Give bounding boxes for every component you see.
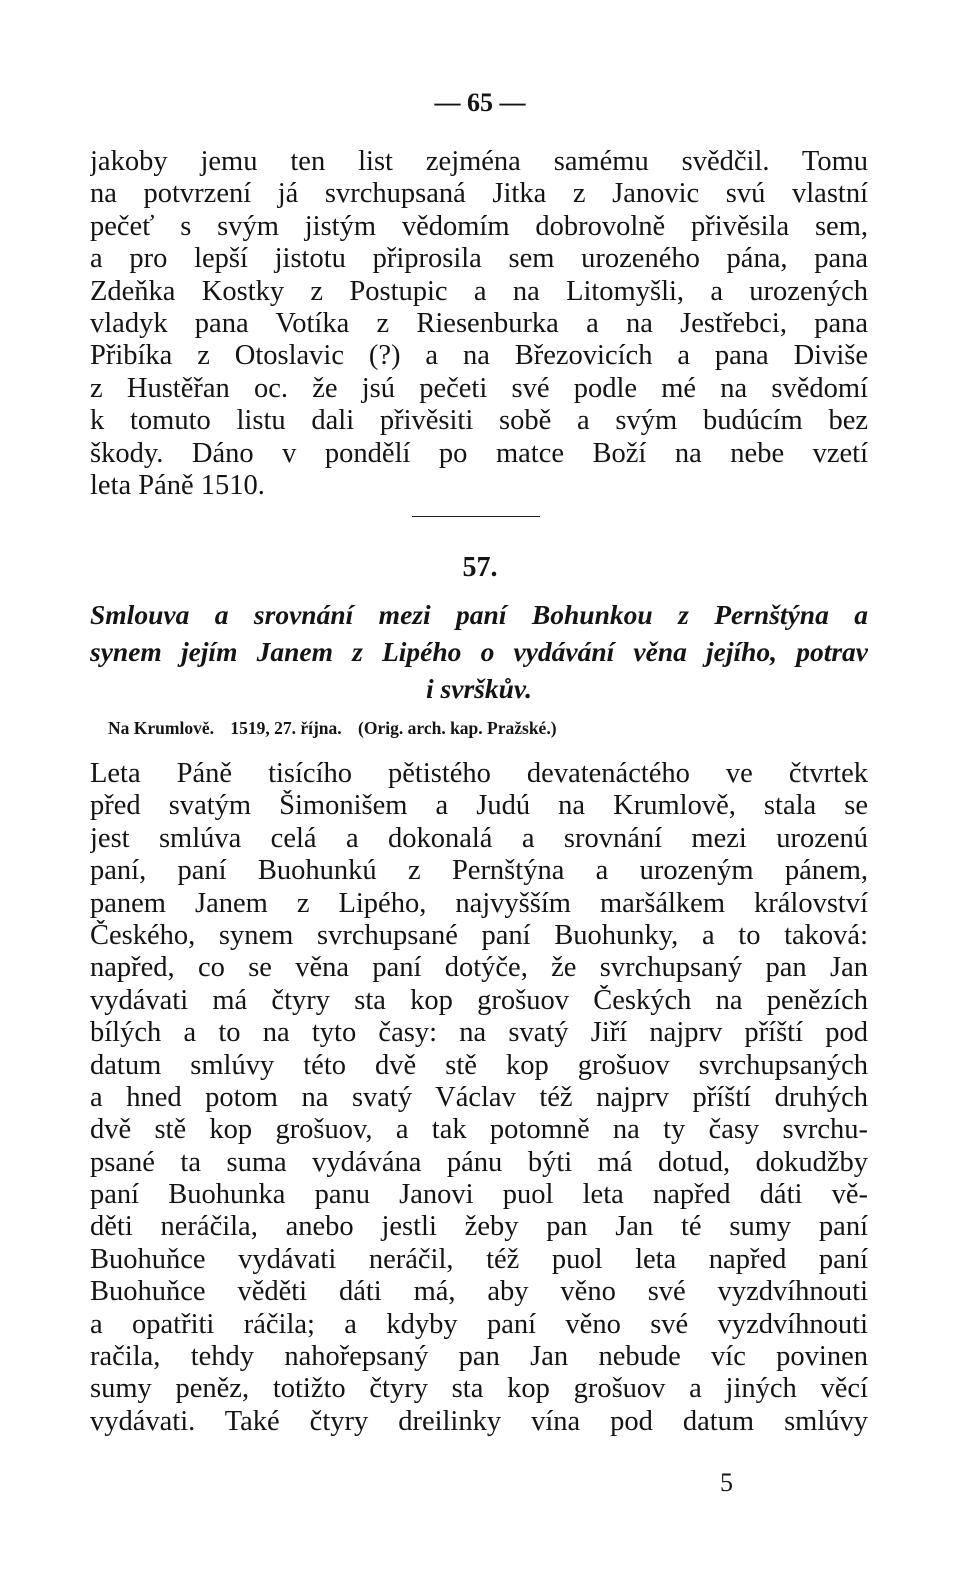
text-line: Buohuňce věděti dáti má, aby věno své vyzdvíhnouti xyxy=(90,1276,868,1308)
text-line: a pro lepší jistotu připrosila sem urozeného pána, pana xyxy=(90,243,868,275)
text-line: dvě stě kop grošuov, a tak potomně na ty časy svrchu- xyxy=(90,1114,868,1146)
text-line: leta Páně 1510. xyxy=(90,469,265,501)
text-line: z Hustěřan oc. že jsú pečeti své podle mé na svědomí xyxy=(90,372,868,404)
text-line: vydávati má čtyry sta kop grošuov Českých na penězích xyxy=(90,984,868,1016)
text-line: datum smlúvy této dvě stě kop grošuov svrchupsaných xyxy=(90,1049,868,1081)
text-line: sumy peněz, totižto čtyry sta kop grošuov a jiných věcí xyxy=(90,1373,868,1405)
text-line: Buohuňce vydávati neráčil, též puol leta napřed paní xyxy=(90,1243,868,1275)
text-line: Zdeňka Kostky z Postupic a na Litomyšli, a urozených xyxy=(90,275,868,307)
text-line: napřed, co se věna paní dotýče, že svrchupsaný pan Jan xyxy=(90,952,868,984)
section-divider xyxy=(412,516,540,517)
text-line: vydávati. Také čtyry dreilinky vína pod datum smlúvy xyxy=(90,1405,868,1437)
text-line: paní, paní Buohunkú z Pernštýna a urozeným pánem, xyxy=(90,855,868,887)
title-line: synem jejím Janem z Lipého o vydávání věna jejího, potrav xyxy=(90,636,868,667)
text-line: psané ta suma vydávána pánu býti má dotud, dokudžby xyxy=(90,1146,868,1178)
text-line: Přibíka z Otoslavic (?) a na Březovicích a pana Diviše xyxy=(90,340,868,372)
paragraph-2 xyxy=(90,758,868,1438)
text-line: a hned potom na svatý Václav též najprv příští druhých xyxy=(90,1081,868,1113)
text-line: panem Janem z Lipého, najvyšším maršálkem království xyxy=(90,887,868,919)
paragraph-1 xyxy=(90,146,868,502)
text-line: děti neráčila, anebo jestli žeby pan Jan té sumy paní xyxy=(90,1211,868,1243)
text-line: Leta Páně tisícího pětistého devatenáctého ve čtvrtek xyxy=(90,758,868,789)
text-line: bílých a to na tyto časy: na svatý Jiří najprv příští pod xyxy=(90,1017,868,1049)
text-line: račila, tehdy nahořepsaný pan Jan nebude víc povinen xyxy=(90,1341,868,1373)
document-number: 57. xyxy=(462,552,498,583)
title-line: Smlouva a srovnání mezi paní Bohunkou z Pernštýna a xyxy=(90,599,868,630)
source-place: Na Krumlově. xyxy=(108,718,214,738)
text-line: paní Buohunka panu Janovi puol leta napřed dáti vě- xyxy=(90,1179,868,1211)
source-archive: (Orig. arch. kap. Pražské.) xyxy=(358,718,557,738)
title-line: i svrškův. xyxy=(426,673,532,704)
text-line: škody. Dáno v pondělí po matce Boží na nebe vzetí xyxy=(90,437,868,469)
text-line: Českého, synem svrchupsané paní Buohunky, a to taková: xyxy=(90,919,868,951)
text-line: pečeť s svým jistým vědomím dobrovolně přivěsila sem, xyxy=(90,210,868,242)
text-line: a opatřiti ráčila; a kdyby paní věno své vyzdvíhnouti xyxy=(90,1308,868,1340)
page-number: — 65 — xyxy=(434,88,526,117)
document-title xyxy=(90,596,868,707)
text-line: vladyk pana Votíka z Riesenburka a na Jestřebci, pana xyxy=(90,307,868,339)
source-note xyxy=(108,718,868,739)
text-line: jakoby jemu ten list zejména samému svědčil. Tomu xyxy=(90,146,868,177)
text-line: před svatým Šimonišem a Judú na Krumlově, stala se xyxy=(90,790,868,822)
source-date: 1519, 27. října. xyxy=(230,718,342,738)
text-line: k tomuto listu dali přivěsiti sobě a svým budúcím bez xyxy=(90,405,868,437)
text-line: na potvrzení já svrchupsaná Jitka z Janovic svú vlastní xyxy=(90,178,868,210)
text-line: jest smlúva celá a dokonalá a srovnání mezi urozenú xyxy=(90,822,868,854)
signature-mark: 5 xyxy=(720,1468,733,1497)
